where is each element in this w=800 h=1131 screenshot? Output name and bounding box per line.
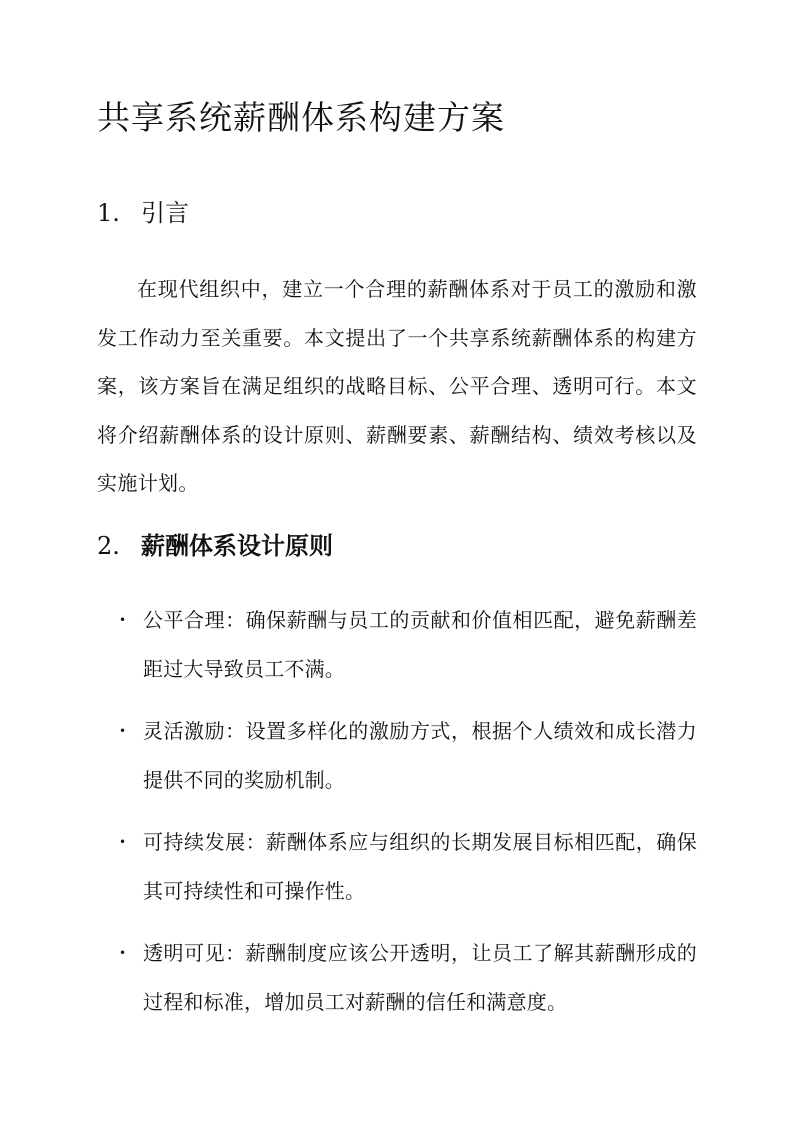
list-item xyxy=(97,707,697,804)
section-number: 2. xyxy=(97,532,120,560)
section-number: 1. xyxy=(97,199,120,227)
bullet-icon: • xyxy=(119,613,127,627)
list-item xyxy=(97,818,697,915)
bullet-icon: • xyxy=(119,835,127,849)
document-title: 共享系统薪酬体系构建方案 xyxy=(97,98,505,137)
section-title: 引言 xyxy=(141,199,189,227)
bullet-icon: • xyxy=(119,724,127,738)
section-heading-introduction xyxy=(97,197,189,229)
list-item-text: 可持续发展：薪酬体系应与组织的长期发展目标相匹配，确保其可持续性和可操作性。 xyxy=(143,830,697,903)
list-item-text: 灵活激励：设置多样化的激励方式，根据个人绩效和成长潜力提供不同的奖励机制。 xyxy=(143,719,697,792)
principles-list xyxy=(97,596,697,1040)
section-heading-design-principles xyxy=(97,530,333,562)
section-title: 薪酬体系设计原则 xyxy=(141,531,333,560)
list-item xyxy=(97,596,697,693)
list-item-text: 公平合理：确保薪酬与员工的贡献和价值相匹配，避免薪酬差距过大导致员工不满。 xyxy=(143,608,697,681)
bullet-icon: • xyxy=(119,946,127,960)
list-item-text: 透明可见：薪酬制度应该公开透明，让员工了解其薪酬形成的过程和标准，增加员工对薪酬的信任和满意度。 xyxy=(143,941,697,1014)
list-item xyxy=(97,929,697,1026)
introduction-paragraph: 在现代组织中，建立一个合理的薪酬体系对于员工的激励和激发工作动力至关重要。本文提出了一个共享系统薪酬体系的构建方案，该方案旨在满足组织的战略目标、公平合理、透明可行。本文将介绍薪酬体系的设计原则、薪酬要素、薪酬结构、绩效考核以及实施计划。 xyxy=(97,277,697,495)
